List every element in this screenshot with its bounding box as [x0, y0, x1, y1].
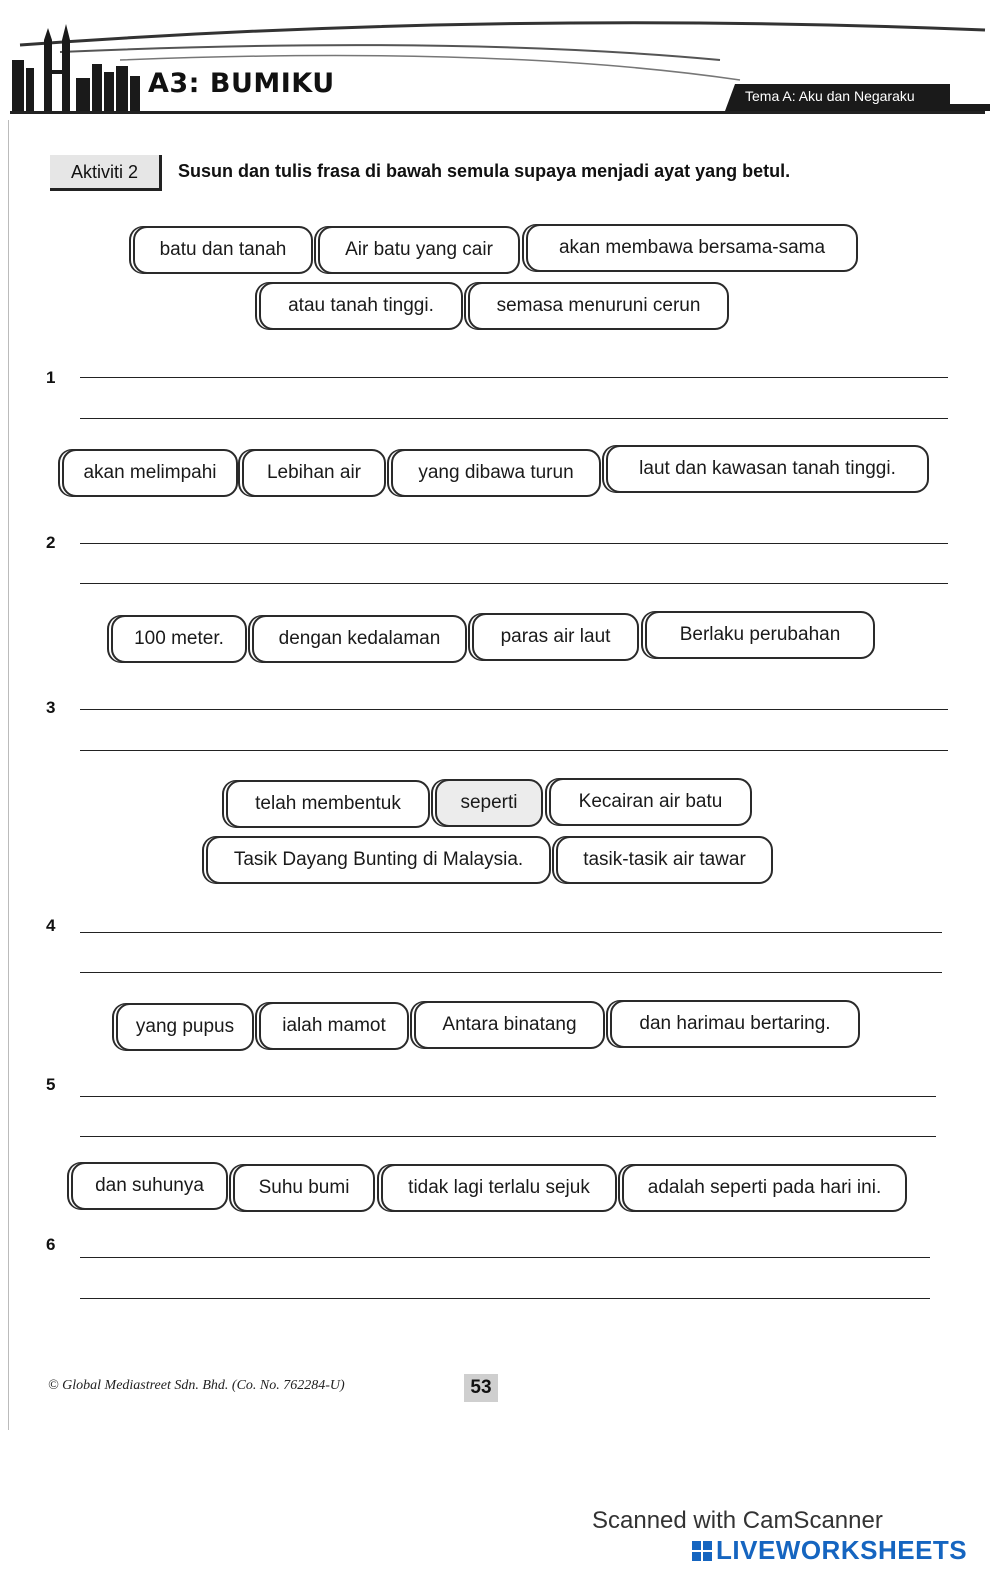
phrase-chip[interactable]: Suhu bumi	[233, 1164, 375, 1212]
liveworksheets-watermark	[692, 1535, 967, 1566]
question-number: 1	[46, 368, 56, 387]
phrase-chip[interactable]: akan membawa bersama-sama	[526, 224, 858, 272]
phrase-chip[interactable]: laut dan kawasan tanah tinggi.	[606, 445, 929, 493]
activity-badge: Aktiviti 2	[50, 155, 162, 191]
question-number: 4	[46, 916, 56, 935]
copyright-notice: © Global Mediastreet Sdn. Bhd. (Co. No. 762284-U)	[48, 1378, 345, 1393]
phrase-chip[interactable]: Tasik Dayang Bunting di Malaysia.	[206, 836, 551, 884]
phrase-chip[interactable]: batu dan tanah	[133, 226, 313, 274]
answer-line[interactable]	[80, 750, 948, 751]
answer-line[interactable]	[80, 972, 942, 973]
question-number: 3	[46, 698, 56, 717]
answer-line[interactable]	[80, 543, 948, 544]
phrase-chip[interactable]: 100 meter.	[111, 615, 247, 663]
phrase-chip[interactable]: atau tanah tinggi.	[259, 282, 463, 330]
phrase-chip[interactable]: paras air laut	[472, 613, 639, 661]
phrase-chip[interactable]: adalah seperti pada hari ini.	[622, 1164, 907, 1212]
answer-line[interactable]	[80, 418, 948, 419]
answer-line[interactable]	[80, 1096, 936, 1097]
phrase-chip[interactable]: dengan kedalaman	[252, 615, 467, 663]
phrase-chip[interactable]: dan suhunya	[71, 1162, 228, 1210]
phrase-chip[interactable]: yang pupus	[116, 1003, 254, 1051]
header-banner	[0, 0, 1000, 125]
answer-line[interactable]	[80, 1298, 930, 1299]
question-number: 6	[46, 1235, 56, 1254]
theme-label: Tema A: Aku dan Negaraku	[745, 88, 915, 104]
phrase-chip[interactable]: yang dibawa turun	[391, 449, 601, 497]
phrase-chip[interactable]: ialah mamot	[259, 1002, 409, 1050]
phrase-chip[interactable]: Lebihan air	[242, 449, 386, 497]
question-number: 5	[46, 1075, 56, 1094]
phrase-chip[interactable]: Air batu yang cair	[318, 226, 520, 274]
phrase-chip[interactable]: dan harimau bertaring.	[610, 1000, 860, 1048]
answer-line[interactable]	[80, 1136, 936, 1137]
phrase-chip[interactable]: Berlaku perubahan	[645, 611, 875, 659]
answer-line[interactable]	[80, 377, 948, 378]
answer-line[interactable]	[80, 709, 948, 710]
question-number: 2	[46, 533, 56, 552]
phrase-chip[interactable]: seperti	[435, 779, 543, 827]
liveworksheets-logo-icon	[692, 1541, 712, 1561]
activity-instruction: Susun dan tulis frasa di bawah semula supaya menjadi ayat yang betul.	[178, 161, 791, 181]
phrase-chip[interactable]: semasa menuruni cerun	[468, 282, 729, 330]
answer-line[interactable]	[80, 583, 948, 584]
phrase-chip[interactable]: telah membentuk	[226, 780, 430, 828]
liveworksheets-brand: LIVEWORKSHEETS	[716, 1535, 968, 1565]
answer-line[interactable]	[80, 932, 942, 933]
page-margin-rule	[8, 120, 9, 1430]
answer-line[interactable]	[80, 1257, 930, 1258]
phrase-chip[interactable]: Antara binatang	[414, 1001, 605, 1049]
phrase-chip[interactable]: Kecairan air batu	[549, 778, 752, 826]
camscanner-watermark: Scanned with CamScanner	[592, 1507, 883, 1534]
phrase-chip[interactable]: tasik-tasik air tawar	[556, 836, 773, 884]
phrase-chip[interactable]: tidak lagi terlalu sejuk	[381, 1164, 617, 1212]
phrase-chip[interactable]: akan melimpahi	[62, 449, 238, 497]
page-number: 53	[464, 1374, 498, 1402]
chapter-title: A3: BUMIKU	[148, 68, 335, 99]
